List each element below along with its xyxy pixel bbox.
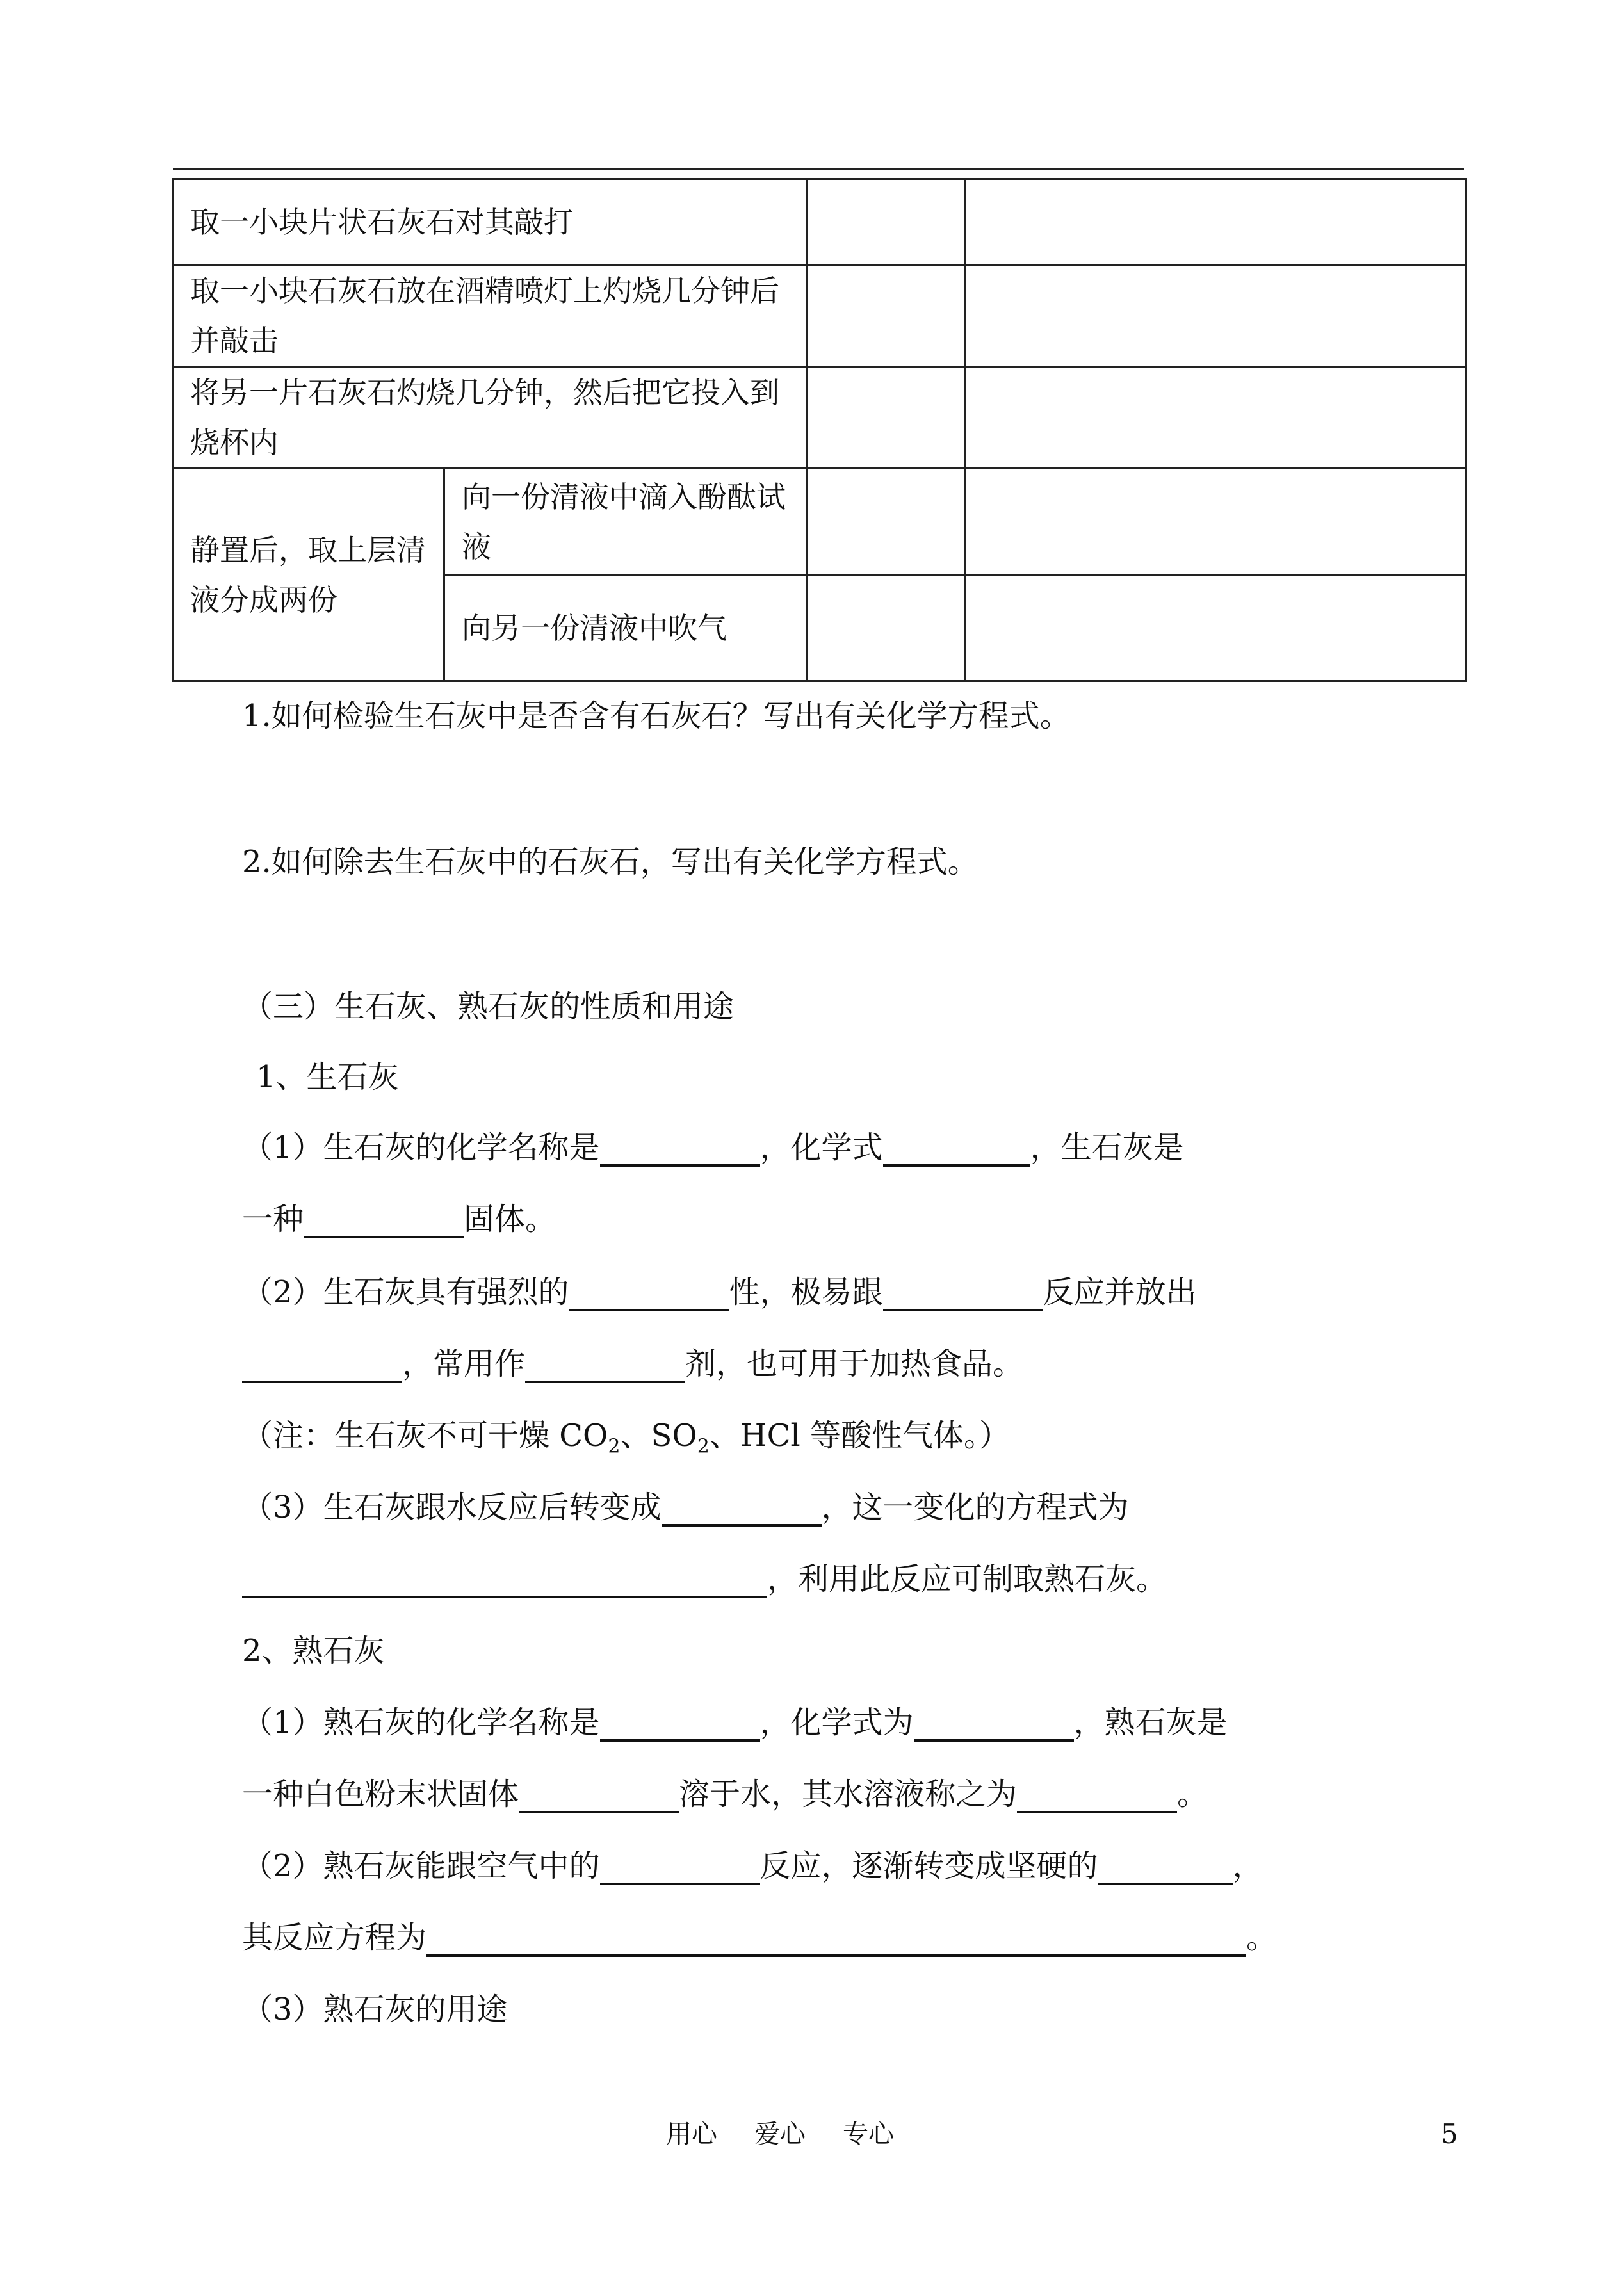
table-row <box>173 469 1466 575</box>
table-cell-operation: 取一小块石灰石放在酒精喷灯上灼烧几分钟后并敲击 <box>173 265 807 367</box>
fill-blank <box>525 1349 685 1383</box>
fill-blank <box>600 1132 760 1167</box>
table-cell-blank <box>807 265 966 367</box>
fill-blank <box>426 1922 1246 1957</box>
quicklime-p2-line1: （2）生石灰具有强烈的 性，极易跟 反应并放出 <box>242 1274 1197 1310</box>
header-rule <box>173 168 1464 170</box>
table-cell-blank <box>966 575 1466 681</box>
fill-blank <box>569 1277 729 1311</box>
quicklime-p3-line2: ，利用此反应可制取熟石灰。 <box>242 1560 1167 1598</box>
table-cell-operation: 将另一片石灰石灼烧几分钟，然后把它投入到烧杯内 <box>173 367 807 469</box>
slaked-p1-line2: 一种白色粉末状固体 溶于水，其水溶液称之为 。 <box>242 1776 1208 1812</box>
footer-word: 用心 <box>666 2120 717 2149</box>
quicklime-p1-line1: （1）生石灰的化学名称是 ，化学式 ，生石灰是 <box>242 1130 1184 1165</box>
table-cell-blank <box>966 265 1466 367</box>
table-cell-operation: 向一份清液中滴入酚酞试液 <box>444 469 807 575</box>
fill-blank <box>1098 1851 1233 1885</box>
fill-blank <box>242 1564 767 1598</box>
quicklime-heading: 1、生石灰 <box>256 1059 399 1095</box>
fill-blank <box>600 1707 760 1742</box>
question-2: 2.如何除去生石灰中的石灰石，写出有关化学方程式。 <box>242 844 978 880</box>
fill-blank <box>242 1349 402 1383</box>
footer-word: 专心 <box>843 2120 894 2149</box>
fill-blank <box>883 1132 1030 1167</box>
fill-blank <box>914 1707 1074 1742</box>
fill-blank <box>662 1492 822 1527</box>
table-cell-operation: 向另一份清液中吹气 <box>444 575 807 681</box>
table-cell-blank <box>966 469 1466 575</box>
slaked-p2-line2: 其反应方程为 。 <box>242 1920 1278 1956</box>
slaked-lime-heading: 2、熟石灰 <box>242 1633 385 1669</box>
page-number: 5 <box>1441 2118 1458 2150</box>
table-cell-blank <box>807 575 966 681</box>
table-cell-blank <box>807 179 966 265</box>
quicklime-p2-line2: ，常用作 剂，也可用于加热食品。 <box>242 1345 1023 1383</box>
quicklime-note: （注：生石灰不可干燥 $CO_2$、$SO_2$、HCl 等酸性气体。） <box>242 1418 1010 1458</box>
question-1: 1.如何检验生石灰中是否含有石灰石？写出有关化学方程式。 <box>242 698 1071 734</box>
slaked-p1-line1: （1）熟石灰的化学名称是 ，化学式为 ，熟石灰是 <box>242 1705 1228 1740</box>
fill-blank <box>883 1277 1043 1311</box>
table-row <box>173 367 1466 469</box>
slaked-p2-line1: （2）熟石灰能跟空气中的 反应，逐渐转变成坚硬的 ， <box>242 1848 1263 1884</box>
slaked-p3: （3）熟石灰的用途 <box>242 1991 508 2027</box>
table-cell-blank <box>807 469 966 575</box>
table-row <box>173 265 1466 367</box>
table-cell-blank <box>966 367 1466 469</box>
footer <box>666 2118 931 2150</box>
table-cell-operation: 取一小块片状石灰石对其敲打 <box>173 179 807 265</box>
experiment-table <box>172 178 1467 682</box>
quicklime-p1-line2: 一种 固体。 <box>242 1201 556 1237</box>
section-title: （三）生石灰、熟石灰的性质和用途 <box>242 989 735 1025</box>
fill-blank <box>1017 1779 1177 1813</box>
fill-blank <box>600 1851 760 1885</box>
fill-blank <box>304 1204 464 1238</box>
quicklime-p3-line1: （3）生石灰跟水反应后转变成 ，这一变化的方程式为 <box>242 1489 1129 1525</box>
table-cell-group: 静置后，取上层清液分成两份 <box>173 469 444 681</box>
table-cell-blank <box>966 179 1466 265</box>
fill-blank <box>519 1779 679 1813</box>
table-row <box>173 179 1466 265</box>
table-cell-blank <box>807 367 966 469</box>
footer-word: 爱心 <box>754 2120 806 2149</box>
